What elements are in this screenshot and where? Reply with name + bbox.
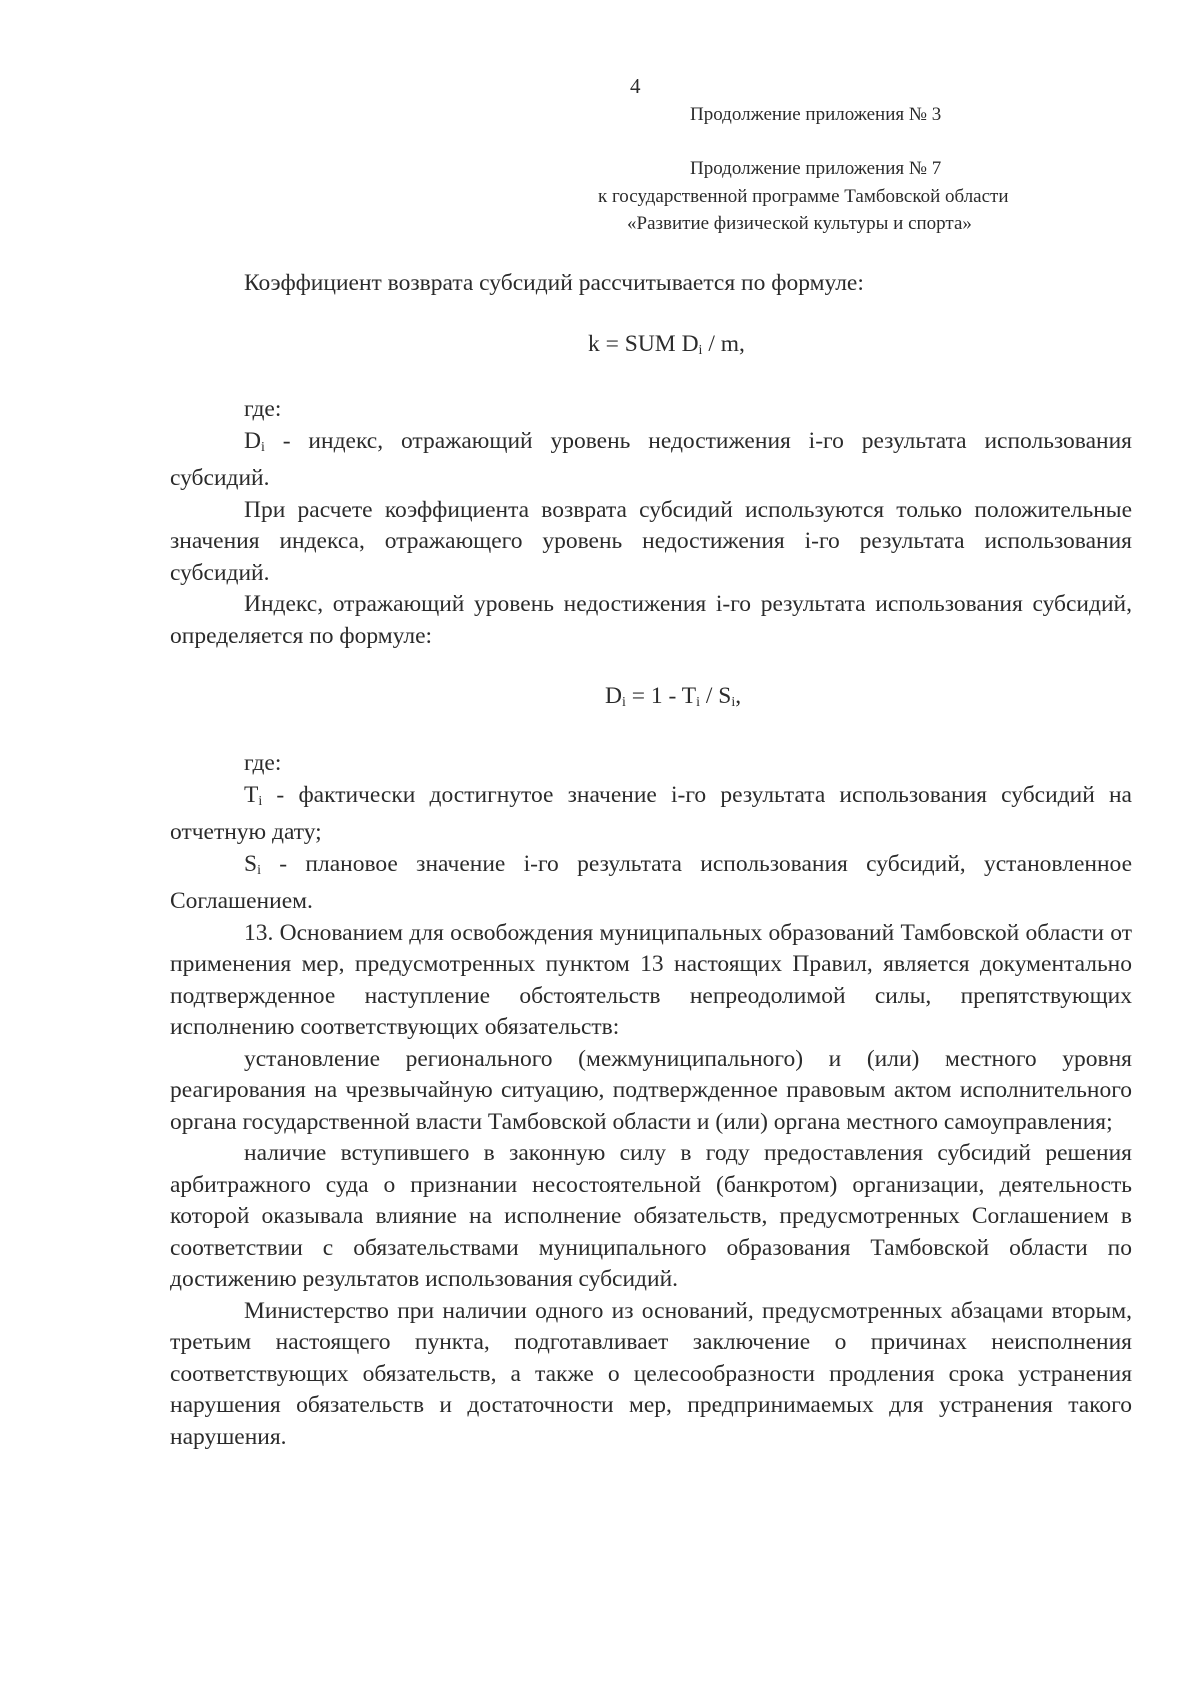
intro-paragraph: Коэффициент возврата субсидий рассчитывается по формуле: (244, 270, 864, 296)
formula2-mid: = 1 - T (625, 683, 697, 709)
court-decision-paragraph: наличие вступившего в законную силу в году предоставления субсидий решения арбитражного суда о признании несостоятельной (банкротом) организации, деятельность которой оказывала влияние на исполнение обязательств, предусмотренных Соглашением в соответствии с обязательствами муниципального образования Тамбовской области по достижению результатов использования субсидий. (170, 1140, 1132, 1292)
where-label-1: где: (244, 396, 282, 422)
si-text: - плановое значение i-го результата использования субсидий, установленное Соглашением. (170, 850, 1132, 914)
formula2-s-sub: i (731, 695, 736, 710)
positive-values-paragraph: При расчете коэффициента возврата субсидий используются только положительные значения индекса, отражающего уровень недостижения i-го результата использования субсидий. (170, 496, 1132, 586)
formula2-end: , (735, 683, 742, 709)
si-symbol: S (244, 850, 258, 877)
si-definition (170, 849, 1132, 918)
formula-return-coefficient (588, 331, 745, 359)
di-sub: i (260, 439, 265, 455)
program-reference: к государственной программе Тамбовской области (598, 186, 1009, 207)
formula2-d: D (605, 683, 622, 709)
index-formula-intro: Индекс, отражающий уровень недостижения i-го результата использования субсидий, определяется по формуле: (170, 591, 1132, 649)
formula2-t-sub: i (696, 695, 701, 710)
ti-definition (170, 780, 1132, 849)
formula2-d-sub: i (621, 695, 626, 710)
clause-13-paragraph: 13. Основанием для освобождения муниципальных образований Тамбовской области от применения мер, предусмотренных пунктом 13 настоящих Правил, является документально подтвержденное наступление обстоятельств непреодолимой силы, препятствующих исполнению соответствующих обязательств: (170, 919, 1132, 1040)
where-label-2: где: (244, 750, 282, 776)
definitions-block-1 (170, 394, 1132, 652)
di-symbol: D (244, 427, 261, 454)
ti-text: - фактически достигнутое значение i-го результата использования субсидий на отчетную дату; (170, 781, 1132, 845)
page-number: 4 (630, 74, 641, 98)
intro-section (170, 268, 1132, 300)
ti-sub: i (258, 793, 263, 809)
formula1-sub: i (698, 343, 703, 358)
definitions-block-2 (170, 748, 1132, 1453)
formula1-suffix: / m, (702, 331, 745, 357)
formula2-slash: / S (700, 683, 732, 709)
ministry-paragraph: Министерство при наличии одного из оснований, предусмотренных абзацами вторым, третьим настоящего пункта, подготавливает заключение о причинах неисполнения соответствующих обязательств, а также о целесообразности продления срока устранения нарушения обязательств и достаточности мер, предпринимаемых для устранения такого нарушения. (170, 1297, 1132, 1450)
formula-index (605, 683, 741, 711)
di-text: - индекс, отражающий уровень недостижения i-го результата использования субсидий. (170, 427, 1132, 491)
di-definition (170, 426, 1132, 495)
ti-symbol: T (244, 781, 259, 808)
formula1-prefix: k = SUM D (588, 331, 699, 357)
program-title: «Развитие физической культуры и спорта» (627, 213, 972, 234)
emergency-paragraph: установление регионального (межмуниципального) и (или) местного уровня реагирования на чрезвычайную ситуацию, подтвержденное правовым актом исполнительного органа государственной власти Тамбовской области и (или) органа местного самоуправления; (170, 1045, 1132, 1135)
si-sub: i (257, 862, 261, 878)
appendix-3-continuation: Продолжение приложения № 3 (690, 104, 942, 125)
appendix-7-continuation: Продолжение приложения № 7 (690, 158, 942, 179)
